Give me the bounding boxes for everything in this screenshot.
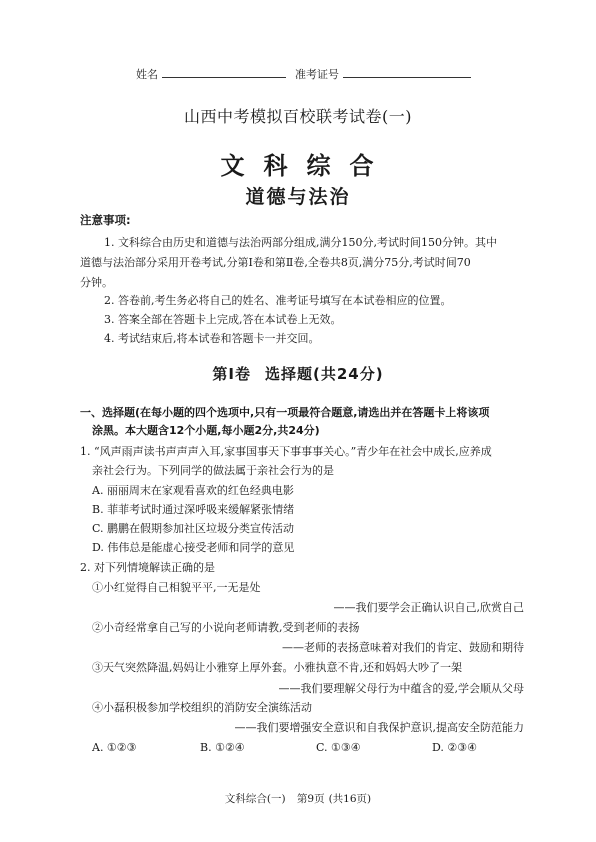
- name-blank: [162, 67, 286, 78]
- section-title: [0, 363, 596, 384]
- notice-item-2: 2. 答卷前,考生务必将自己的姓名、准考证号填写在本试卷相应的位置。: [104, 294, 452, 307]
- footer-page-number: 第9页: [296, 793, 325, 805]
- subtitle: 道德与法治: [245, 186, 351, 208]
- section-part: 第Ⅰ卷: [212, 365, 251, 383]
- instruction-line-1: 一、选择题(在每小题的四个选项中,只有一项最符合题意,请选出并在答题卡上将该项: [80, 406, 490, 419]
- exam-id-label: 准考证号: [295, 68, 339, 81]
- question-1-option-c: C. 鹏鹏在假期参加社区垃圾分类宣传活动: [92, 522, 295, 535]
- question-1-option-b: B. 菲菲考试时通过深呼吸来缓解紧张情绪: [92, 503, 295, 516]
- question-2-situation-3: ③天气突然降温,妈妈让小雅穿上厚外套。小雅执意不肯,还和妈妈大吵了一架: [92, 661, 462, 674]
- subject-char: 文: [220, 152, 247, 180]
- question-2-situation-1: ①小红觉得自己相貌平平,一无是处: [92, 581, 261, 594]
- notice-item-1-line-3: 分钟。: [80, 276, 113, 289]
- question-2-option-c: C. ①③④: [316, 741, 361, 754]
- question-2-situation-4: ④小磊积极参加学校组织的消防安全演练活动: [92, 701, 312, 714]
- notice-item-4: 4. 考试结束后,将本试卷和答题卡一并交回。: [104, 332, 320, 345]
- subject-char: 合: [349, 152, 376, 180]
- question-2-situation-2: ②小奇经常拿自己写的小说向老师请教,受到老师的表扬: [92, 621, 360, 634]
- question-2-option-b: B. ①②④: [200, 741, 245, 754]
- question-2-reading-4: ——我们要增强安全意识和自我保护意识,提高安全防范能力: [234, 721, 524, 734]
- question-1-stem-line-1: 1. “风声雨声读书声声声入耳,家事国事天下事事事关心。”青少年在社会中成长,应养成: [80, 445, 492, 458]
- question-1-stem-line-2: 亲社会行为。下列同学的做法属于亲社会行为的是: [92, 464, 334, 477]
- exam-id-blank: [343, 67, 471, 78]
- exam-title: 山西中考模拟百校联考试卷(一): [184, 107, 412, 126]
- question-2-option-a: A. ①②③: [92, 741, 137, 754]
- question-1-option-d: D. 伟伟总是能虚心接受老师和同学的意见: [92, 541, 295, 554]
- subject-title: [0, 146, 596, 181]
- question-2-option-d: D. ②③④: [432, 741, 478, 754]
- question-2-stem: 2. 对下列情境解读正确的是: [80, 561, 215, 574]
- footer-subject: 文科综合(一): [224, 793, 286, 805]
- section-name: 选择题(共24分): [265, 365, 384, 383]
- question-2-reading-1: ——我们要学会正确认识自己,欣赏自己: [333, 601, 524, 614]
- candidate-info-header: [136, 66, 471, 82]
- notice-item-3: 3. 答案全部在答题卡上完成,答在本试卷上无效。: [104, 313, 342, 326]
- name-label: 姓名: [136, 68, 158, 81]
- instruction-line-2: 涂黑。本大题含12个小题,每小题2分,共24分): [92, 424, 320, 437]
- page-footer: [0, 791, 596, 806]
- question-2-reading-3: ——我们要理解父母行为中蕴含的爱,学会顺从父母: [278, 682, 524, 695]
- notice-item-1-line-1: 1. 文科综合由历史和道德与法治两部分组成,满分150分,考试时间150分钟。其中: [104, 236, 497, 249]
- subject-char: 综: [306, 152, 333, 180]
- notice-item-1-line-2: 道德与法治部分采用开卷考试,分第Ⅰ卷和第Ⅱ卷,全卷共8页,满分75分,考试时间70: [80, 256, 471, 269]
- footer-total-pages: (共16页): [328, 793, 372, 805]
- notice-heading: 注意事项:: [80, 213, 131, 227]
- question-2-reading-2: ——老师的表扬意味着对我们的肯定、鼓励和期待: [282, 641, 524, 654]
- question-1-option-a: A. 丽丽周末在家观看喜欢的红色经典电影: [92, 484, 294, 497]
- subject-char: 科: [263, 152, 290, 180]
